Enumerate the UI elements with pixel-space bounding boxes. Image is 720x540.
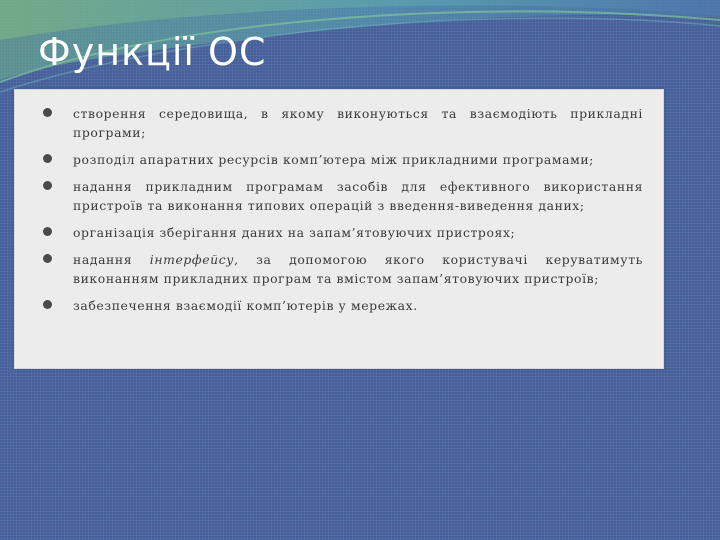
bullet-dot-icon [43,227,52,236]
list-item-text: створення середовища, в якому виконуються та взаємодіють прикладні програми; [73,106,643,140]
list-item-text [73,250,643,288]
list-item [39,104,643,142]
italic-term: інтерфейсу [149,252,235,267]
list-item [39,296,643,315]
bullet-dot-icon [43,108,52,117]
list-item [39,150,643,169]
list-item [39,250,643,288]
bullet-dot-icon [43,254,52,263]
text-before: надання [73,252,150,267]
text-after: , за допомогою якого користувачі керуватимуть виконанням прикладних програм та вмістом запам’ятовуючих пристроїв; [73,252,643,286]
list-item-text: організація зберігання даних на запам’ятовуючих пристроях; [73,225,516,240]
bullet-dot-icon [43,300,52,309]
list-item [39,223,643,242]
list-item [39,177,643,215]
function-list [15,90,663,315]
slide-title: Функції ОС [38,30,267,74]
list-item-text: розподіл апаратних ресурсів комп’ютера між прикладними програмами; [73,152,594,167]
bullet-dot-icon [43,181,52,190]
bullet-dot-icon [43,154,52,163]
list-item-text: забезпечення взаємодії комп’ютерів у мережах. [73,298,418,313]
list-item-text: надання прикладним програмам засобів для ефективного використання пристроїв та виконання типових операцій з введення-виведення даних; [73,179,643,213]
content-panel [14,89,664,369]
